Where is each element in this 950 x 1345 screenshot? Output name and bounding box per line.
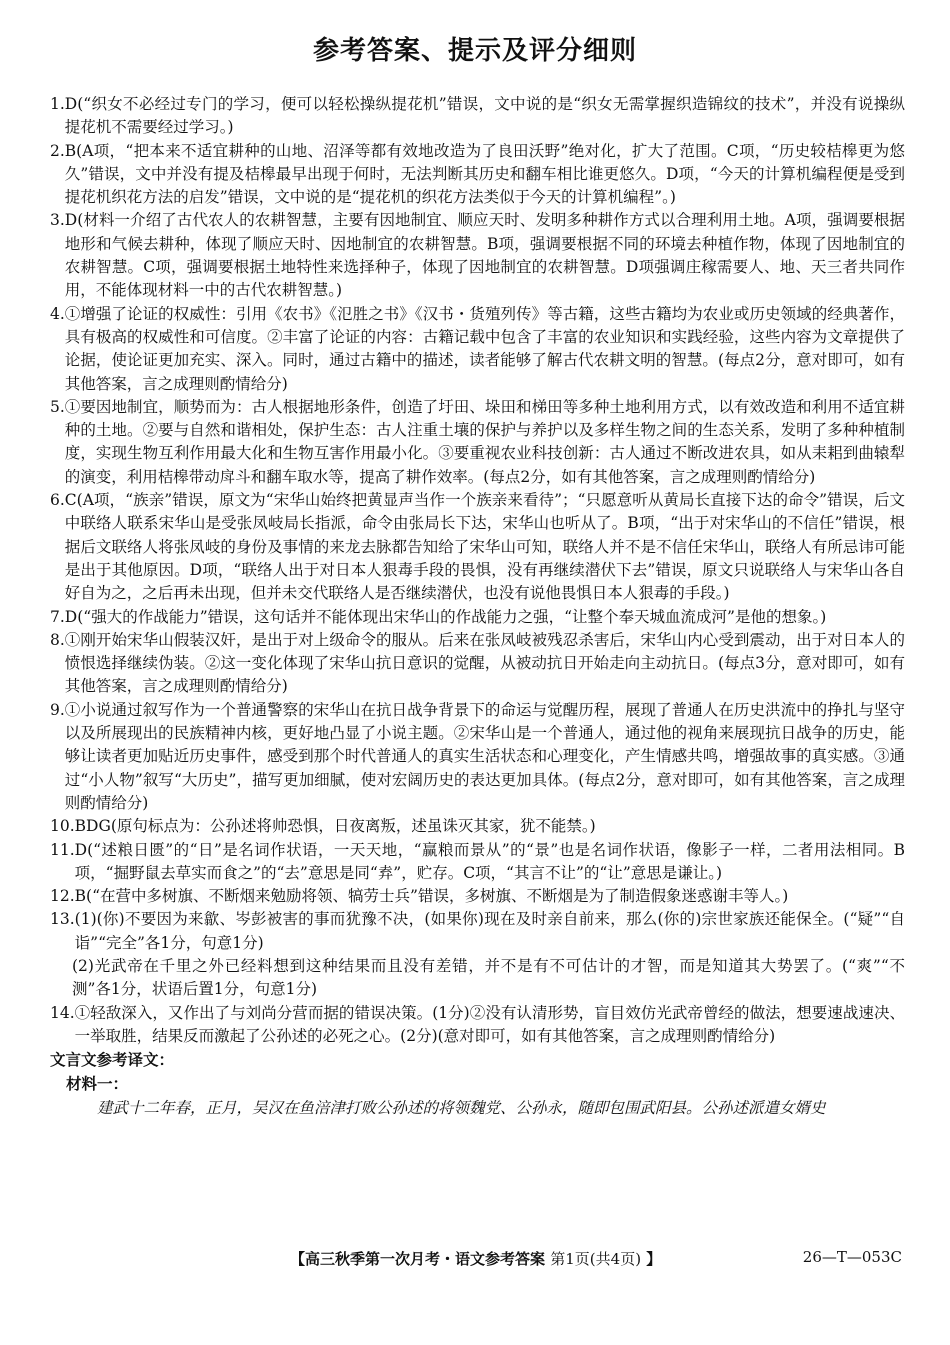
answer-item: [50, 908, 905, 955]
answer-item: [50, 140, 905, 210]
item-text: ①轻敌深入，又作出了与刘尚分营而据的错误决策。(1分)②没有认清形势，盲目效仿光武帝曾经的做法，想要速战速决、一举取胜，结果反而激起了公孙述的必死之心。(2分)(意对即可，如有其他答案，言之成理则酌情给分): [74, 1003, 905, 1045]
answer-subitem: (2)光武帝在千里之外已经料想到这种结果而且没有差错，并不是有不可估计的才智，而是知道其大势罢了。(“爽”“不测”各1分，状语后置1分，句意1分): [72, 956, 905, 999]
item-text: ①刚开始宋华山假装汉奸，是出于对上级命令的服从。后来在张凤岐被残忍杀害后，宋华山内心受到震动，出于对日本人的愤恨选择继续伪装。②这一变化体现了宋华山抗日意识的觉醒，从被动抗日开始走向主动抗日。(每点3分，意对即可，如有其他答案，言之成理则酌情给分): [64, 630, 905, 696]
item-number: 5.: [50, 397, 65, 416]
item-number: 1.: [50, 95, 65, 113]
item-text: D(“述粮日匮”的“日”是名词作状语，一天天地，“赢粮而景从”的“景”也是名词作状语，像影子一样，二者用法相同。B项，“掘野鼠去草实而食之”的“去”意思是同“弆”，贮存。C项，“其言不让”的“让”意思是谦让。): [74, 840, 905, 882]
answer-list: [50, 93, 905, 1120]
item-number: 6.: [50, 491, 65, 510]
footer-info: [290, 1248, 661, 1269]
item-number: 11.: [50, 840, 75, 859]
footer-bracket: 】: [646, 1250, 662, 1268]
item-text: D(材料一介绍了古代农人的农耕智慧，主要有因地制宜、顺应天时、发明多种耕作方式以合理利用土地。A项，强调要根据地形和气候去耕种，体现了顺应天时、因地制宜的农耕智慧。B项，强调要根据不同的环境去种植作物，体现了因地制宜的农耕智慧。C项，强调要根据土地特性来选择种子，体现了因地制宜的农耕智慧。D项强调庄稼需要人、地、天三者共同作用，不能体现材料一中的古代农耕智慧。): [64, 211, 905, 300]
item-number: 3.: [50, 211, 65, 230]
translation-text: 建武十二年春，正月，吴汉在鱼涪津打败公孙述的将领魏党、公孙永，随即包围武阳县。公孙述派遣女婿史: [97, 1099, 826, 1118]
item-number: 14.: [50, 1003, 75, 1022]
item-number: 12.: [50, 887, 75, 906]
item-number: 10.: [50, 817, 75, 836]
answer-item: [50, 815, 905, 838]
translation-heading: 文言文参考译文：: [50, 1051, 175, 1070]
item-text: C(A项，“族亲”错误，原文为“宋华山始终把黄显声当作一个族亲来看待”；“只愿意听从黄局长直接下达的命令”错误，后文中联络人联系宋华山是受张凤岐局长指派，命令由张局长下达，宋华山也听从了。B项，“出于对宋华山的不信任”错误，根据后文联络人将张凤岐的身份及事情的来龙去脉都告知给了宋华山可知，联络人并不是不信任宋华山，联络人有所忌讳可能是出于其他原因。D项，“联络人出于对日本人狠毒手段的畏惧，没有再继续潜伏下去”错误，原文只说联络人与宋华山各自好自为之，之后再未出现，但并未交代联络人是否继续潜伏，也没有说他畏惧日本人狠毒的手段。): [64, 491, 905, 603]
footer-code: 26—T—053C: [802, 1248, 902, 1266]
answer-item: [50, 699, 905, 815]
item-text: ①要因地制宜，顺势而为：古人根据地形条件，创造了圩田、垛田和梯田等多种土地利用方式，以有效改造和利用不适宜耕种的土地。②要与自然和谐相处，保护生态：古人注重土壤的保护与养护以及多样生物之间的生态关系，发明了多种种植制度，实现生物互利作用最大化和生物互害作用最小化。③要重视农业科技创新：古人通过不断改进农具，如从耒耜到曲辕犁的演变，利用桔槔带动戽斗和翻车取水等，提高了耕作效率。(每点2分，如有其他答案，言之成理则酌情给分): [64, 397, 905, 486]
footer-page-number: 第1页(共4页): [550, 1250, 642, 1268]
item-number: 8.: [50, 630, 65, 649]
item-text: D(“织女不必经过专门的学习，便可以轻松操纵提花机”错误，文中说的是“织女无需掌握织造锦纹的技术”，并没有说操纵提花机不需要经过学习。): [64, 95, 905, 137]
item-number: 9.: [50, 700, 65, 719]
page-footer: [0, 1248, 950, 1274]
translation-subheading: 材料一：: [66, 1075, 129, 1094]
item-text: ①增强了论证的权威性：引用《农书》《氾胜之书》《汉书・货殖列传》等古籍，这些古籍均为农业或历史领域的经典著作，具有极高的权威性和可信度。②丰富了论证的内容：古籍记载中包含了丰富的农业知识和实践经验，这些内容为文章提供了论据，使论证更加充实、深入。同时，通过古籍中的描述，读者能够了解古代农耕文明的智慧。(每点2分，意对即可，如有其他答案，言之成理则酌情给分): [64, 304, 905, 393]
item-text: D(“强大的作战能力”错误，这句话并不能体现出宋华山的作战能力之强，“让整个奉天城血流成河”是他的想象。): [64, 607, 827, 626]
answer-item: [50, 1002, 905, 1049]
item-text: (1)(你)不要因为来歙、岑彭被害的事而犹豫不决，(如果你)现在及时亲自前来，那么(你的)宗世家族还能保全。(“疑”“自诣”“完全”各1分，句意1分): [74, 910, 905, 952]
item-number: 4.: [50, 304, 65, 323]
item-text: ①小说通过叙写作为一个普通警察的宋华山在抗日战争背景下的命运与觉醒历程，展现了普通人在历史洪流中的挣扎与坚守以及所展现出的民族精神内核，更好地凸显了小说主题。②宋华山是一个普通人，通过他的视角来展现抗日战争的历史，能够让读者更加贴近历史事件，感受到那个时代普通人的真实生活状态和心理变化，产生情感共鸣，增强故事的真实感。③通过“小人物”叙写“大历史”，描写更加细腻，使对宏阔历史的表达更加具体。(每点2分，意对即可，如有其他答案，言之成理则酌情给分): [64, 700, 905, 812]
answer-item: [50, 606, 905, 629]
item-number: 7.: [50, 607, 65, 626]
answer-item: [50, 93, 905, 140]
answer-item: [50, 839, 905, 886]
answer-item: [50, 303, 905, 396]
item-text: B(A项，“把本来不适宜耕种的山地、沼泽等都有效地改造为了良田沃野”绝对化，扩大了范围。C项，“历史较桔槔更为悠久”错误，文中并没有提及桔槔最早出现于何时，无法判断其历史和翻车相比谁更悠久。D项，“今天的计算机编程便是受到提花机织花方法的启发”错误，文中说的是“提花机的织花方法类似于今天的计算机编程”。): [64, 141, 905, 207]
answer-item: [50, 489, 905, 605]
footer-exam-title: 【高三秋季第一次月考・语文参考答案: [290, 1250, 546, 1268]
answer-item: [50, 629, 905, 699]
answer-item: [50, 396, 905, 489]
item-text: BDG(原句标点为：公孙述将帅恐惧，日夜离叛，述虽诛灭其家，犹不能禁。): [74, 817, 596, 836]
answer-item: [50, 885, 905, 908]
page-title: 参考答案、提示及评分细则: [312, 36, 637, 66]
item-text: B(“在营中多树旗、不断烟来勉励将领、犒劳士兵”错误，多树旗、不断烟是为了制造假象迷惑谢丰等人。): [74, 887, 789, 906]
item-number: 13.: [50, 910, 75, 929]
answer-item: [50, 209, 905, 302]
item-number: 2.: [50, 141, 65, 160]
